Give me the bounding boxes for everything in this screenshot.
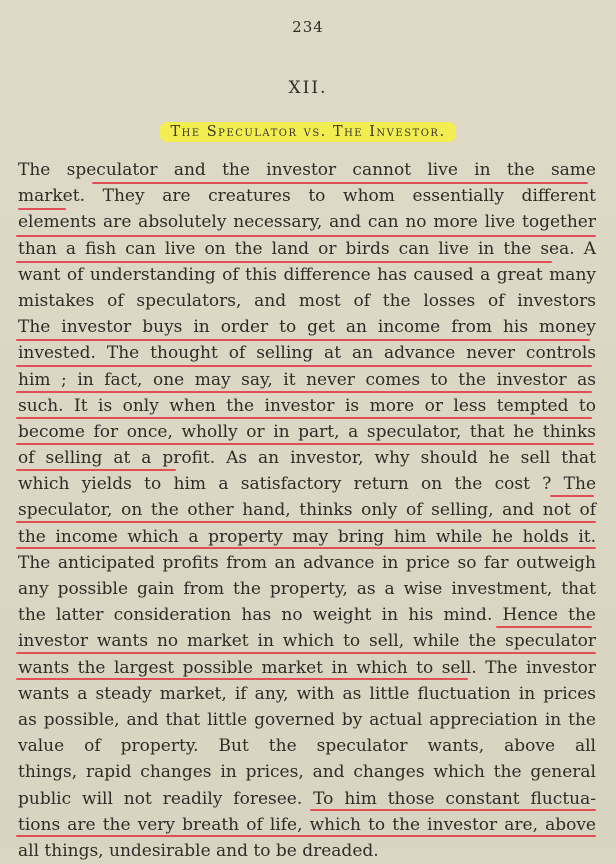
- red-underline: [16, 235, 596, 237]
- red-underline: [16, 261, 552, 263]
- chapter-title-container: [0, 121, 616, 142]
- text-line: him ; in fact, one may say, it never comes to the investor as: [18, 369, 596, 390]
- text-line: such. It is only when the investor is more or less tempted to: [18, 395, 596, 416]
- red-underline: [550, 495, 594, 497]
- red-underline: [16, 652, 596, 654]
- red-underline: [16, 339, 590, 341]
- red-underline: [310, 809, 596, 811]
- page-number: 234: [292, 18, 324, 36]
- red-underline: [18, 208, 66, 210]
- text-line: want of understanding of this difference has caused a great many: [18, 264, 596, 285]
- text-line: value of property. But the speculator wants, above all: [18, 736, 596, 757]
- red-underline: [16, 678, 468, 680]
- text-line: speculator, on the other hand, thinks only of selling, and not of: [18, 500, 596, 521]
- red-underline: [16, 417, 592, 419]
- red-underline: [16, 443, 594, 445]
- body-text: [18, 157, 596, 864]
- text-line: of selling at a profit. As an investor, why should he sell that: [18, 448, 596, 469]
- text-line: elements are absolutely necessary, and can no more live together: [18, 212, 596, 233]
- text-line: any possible gain from the property, as a wise investment, that: [18, 579, 596, 599]
- text-line: The investor buys in order to get an income from his money: [18, 317, 596, 338]
- text-line: wants a steady market, if any, with as little fluctuation in prices: [18, 683, 596, 704]
- text-line: The anticipated profits from an advance in price so far outweigh: [18, 552, 596, 573]
- text-line: all things, undesirable and to be dreaded.: [18, 840, 379, 861]
- text-line: invested. The thought of selling at an advance never controls: [18, 343, 596, 364]
- red-underline: [16, 365, 592, 367]
- red-underline: [16, 835, 596, 837]
- chapter-title-highlighted: The Speculator vs. The Investor.: [160, 122, 455, 142]
- text-line: wants the largest possible market in which to sell. The investor: [18, 657, 596, 678]
- text-line: the income which a property may bring him while he holds it.: [18, 526, 596, 547]
- text-line: mistakes of speculators, and most of the losses of investors: [18, 290, 596, 311]
- red-underline: [92, 182, 588, 184]
- text-line: which yields to him a satisfactory return on the cost ? The: [18, 474, 596, 495]
- red-underline: [496, 626, 592, 628]
- text-line: tions are the very breath of life, which to the investor are, above: [18, 814, 596, 835]
- red-underline: [16, 469, 176, 471]
- red-underline: [16, 547, 596, 549]
- red-underline: [16, 521, 596, 523]
- red-underline: [16, 391, 592, 393]
- text-line: public will not readily foresee. To him those constant fluctua-: [18, 788, 596, 809]
- text-line: the latter consideration has no weight in his mind. Hence the: [18, 605, 596, 626]
- text-line: market. They are creatures to whom essentially different: [18, 186, 596, 207]
- chapter-number: XII.: [288, 78, 328, 98]
- text-line: things, rapid changes in prices, and changes which the general: [18, 762, 596, 783]
- text-line: as possible, and that little governed by actual appreciation in the: [18, 709, 596, 730]
- text-line: The speculator and the investor cannot live in the same: [18, 160, 596, 180]
- text-line: become for once, wholly or in part, a speculator, that he thinks: [18, 421, 596, 442]
- text-line: investor wants no market in which to sell, while the speculator: [18, 631, 596, 652]
- text-line: than a fish can live on the land or birds can live in the sea. A: [18, 238, 596, 259]
